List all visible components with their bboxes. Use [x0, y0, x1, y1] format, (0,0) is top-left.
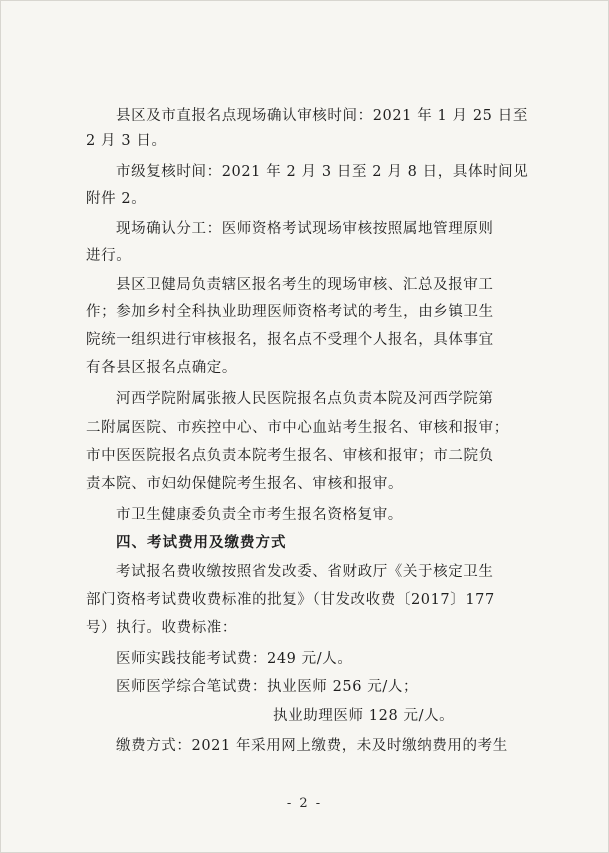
text-line-20: 医师实践技能考试费：249 元/人。	[116, 651, 353, 667]
text-line-19: 号）执行。收费标准：	[86, 620, 237, 636]
text-line-21: 医师医学综合笔试费：执业医师 256 元/人；	[116, 679, 419, 695]
text-line-10: 有各县区报名点确定。	[86, 360, 237, 376]
text-line-17: 考试报名费收缴按照省发改委、省财政厅《关于核定卫生	[116, 564, 494, 580]
text-line-11: 河西学院附属张掖人民医院报名点负责本院及河西学院第	[116, 391, 494, 407]
text-line-12: 二附属医院、市疾控中心、市中心血站考生报名、审核和报审；	[86, 420, 509, 436]
text-line-23: 缴费方式：2021 年采用网上缴费，未及时缴纳费用的考生	[116, 738, 508, 754]
text-line-2: 2 月 3 日。	[86, 133, 167, 149]
text-line-15: 市卫生健康委负责全市考生报名资格复审。	[116, 507, 403, 523]
text-line-4: 附件 2。	[86, 191, 147, 207]
text-line-14: 责本院、市妇幼保健院考生报名、审核和报审。	[86, 476, 404, 492]
text-line-1: 县区及市直报名点现场确认审核时间：2021 年 1 月 25 日至	[116, 108, 528, 124]
text-line-8: 作；参加乡村全科执业助理医师资格考试的考生，由乡镇卫生	[86, 304, 494, 320]
page-number: - 2 -	[286, 796, 323, 811]
text-line-22: 执业助理医师 128 元/人。	[273, 708, 455, 724]
section-heading: 四、考试费用及缴费方式	[116, 535, 287, 551]
text-line-5: 现场确认分工：医师资格考试现场审核按照属地管理原则	[116, 221, 494, 237]
text-line-6: 进行。	[86, 248, 132, 264]
text-line-3: 市级复核时间：2021 年 2 月 3 日至 2 月 8 日，具体时间见	[116, 164, 529, 180]
text-line-9: 院统一组织进行审核报名，报名点不受理个人报名，具体事宜	[86, 332, 494, 348]
text-line-13: 市中医医院报名点负责本院考生报名、审核和报审；市二院负	[86, 448, 494, 464]
text-line-7: 县区卫健局负责辖区报名考生的现场审核、汇总及报审工	[116, 277, 494, 293]
text-line-18: 部门资格考试费收费标准的批复》（甘发改收费〔2017〕177	[86, 592, 495, 608]
